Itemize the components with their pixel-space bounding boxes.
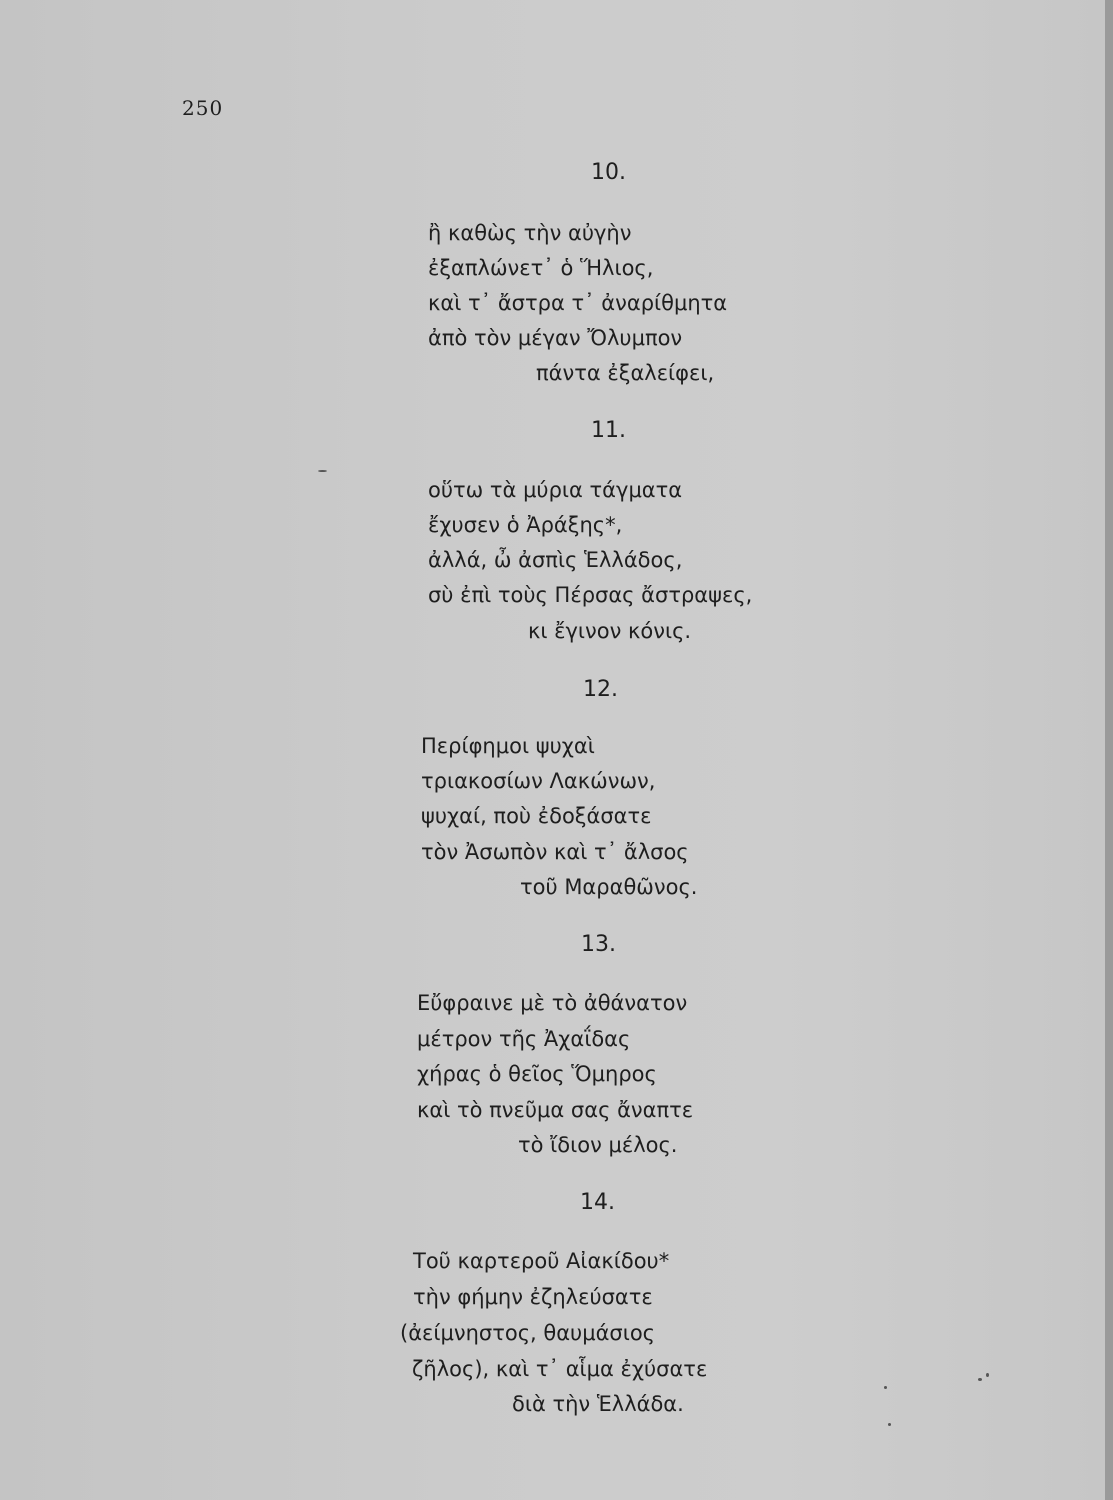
poem-line: σὺ ἐπὶ τοὺς Πέρσας ἄστραψες, (428, 583, 753, 607)
poem-line: τριακοσίων Λακώνων, (421, 769, 656, 793)
poem-line: τὸν Ἀσωπὸν καὶ τ᾽ ἄλσος (421, 840, 689, 864)
poem-line: τοῦ Μαραθῶνος. (520, 875, 698, 899)
scan-speck (884, 1386, 887, 1389)
poem-line: ψυχαί, ποὺ ἐδοξάσατε (421, 804, 652, 828)
scan-speck (986, 1373, 989, 1377)
stanza-number: 10. (591, 160, 626, 185)
stanza-number: 12. (583, 677, 618, 702)
scan-speck (978, 1378, 982, 1381)
poem-line: (ἀείμνηστος, θαυμάσιος (400, 1321, 656, 1345)
poem-line: τὴν φήμην ἐζηλεύσατε (413, 1285, 653, 1309)
poem-line: χήρας ὁ θεῖος Ὅμηρος (417, 1062, 657, 1086)
poem-line: ἔχυσεν ὁ Ἀράξης*, (428, 513, 623, 537)
poem-line: ἢ καθὼς τὴν αὐγὴν (428, 221, 632, 245)
poem-line: οὕτω τὰ μύρια τάγματα (428, 478, 683, 502)
poem-line: τὸ ἴδιον μέλος. (518, 1133, 678, 1157)
scan-speck (318, 470, 327, 472)
poem-line: Τοῦ καρτεροῦ Αἰακίδου* (413, 1249, 670, 1273)
poem-line: Εὔφραινε μὲ τὸ ἀθάνατον (417, 991, 688, 1015)
stanza-number: 14. (580, 1190, 615, 1215)
poem-line: ἐξαπλώνετ᾽ ὁ Ἥλιος, (428, 256, 654, 280)
stanza-number: 11. (591, 418, 626, 443)
poem-line: κι ἔγινον κόνις. (528, 619, 692, 643)
poem-line: Περίφημοι ψυχαὶ (421, 734, 595, 758)
poem-line: καὶ τ᾽ ἄστρα τ᾽ ἀναρίθμητα (428, 291, 728, 315)
poem-line: μέτρον τῆς Ἀχαΐδας (417, 1027, 631, 1051)
page-edge (1105, 0, 1113, 1500)
poem-line: ζῆλος), καὶ τ᾽ αἷμα ἐχύσατε (412, 1357, 708, 1381)
poem-line: ἀλλά, ὦ ἀσπὶς Ἑλλάδος, (428, 548, 683, 572)
stanza-number: 13. (581, 932, 616, 957)
scan-speck (888, 1423, 891, 1426)
page-number: 250 (182, 96, 224, 120)
poem-line: ἀπὸ τὸν μέγαν Ὄλυμπον (428, 326, 683, 350)
poem-line: καὶ τὸ πνεῦμα σας ἄναπτε (417, 1098, 694, 1122)
poem-line: πάντα ἐξαλείφει, (536, 361, 715, 385)
poem-line: διὰ τὴν Ἑλλάδα. (512, 1392, 684, 1416)
